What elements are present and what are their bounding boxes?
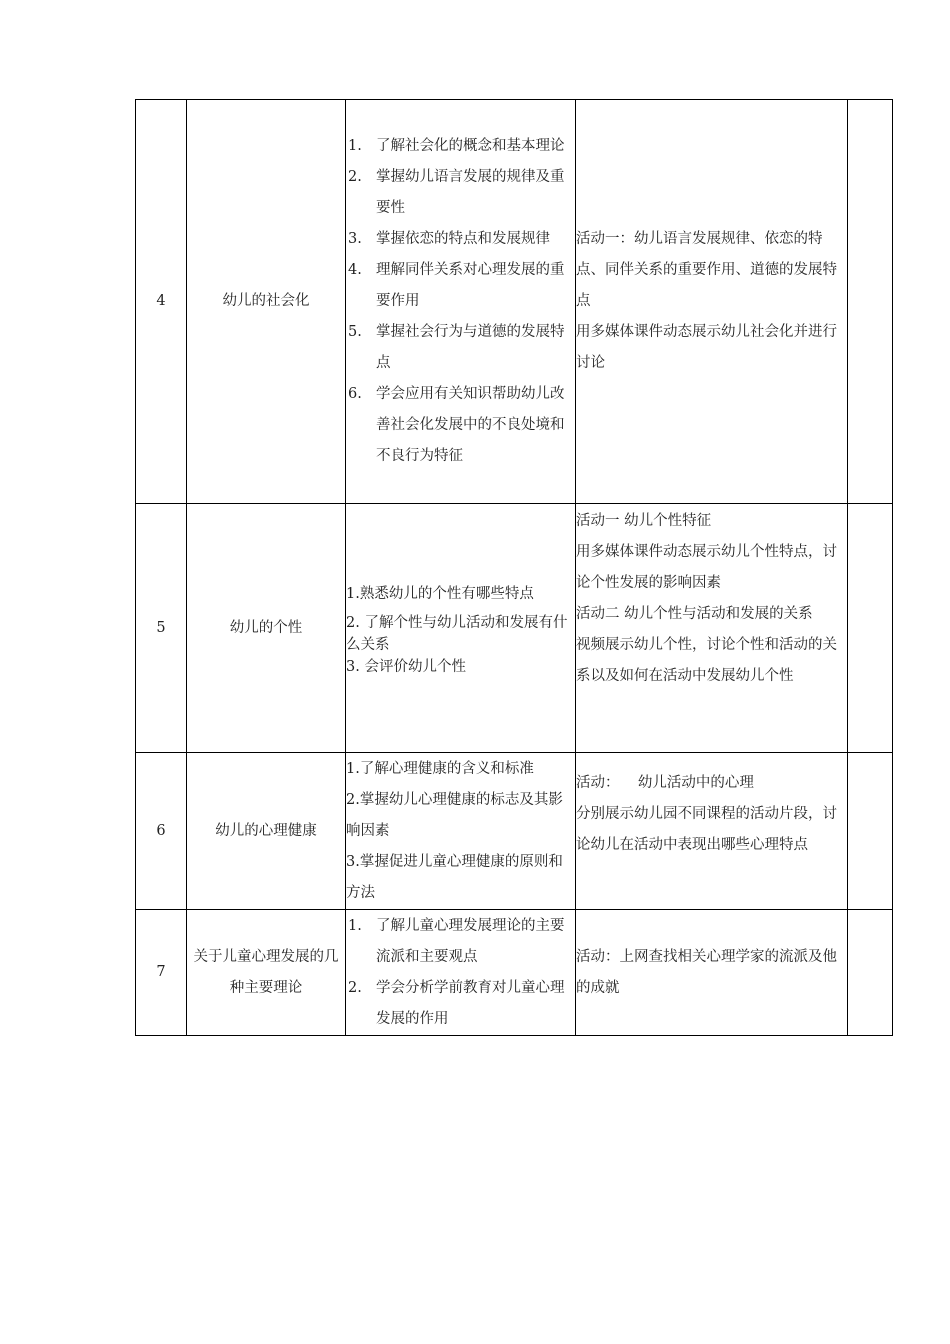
- objective-line: 1.熟悉幼儿的个性有哪些特点: [346, 585, 534, 602]
- topic-text: 关于儿童心理发展的几种主要理论: [193, 948, 339, 996]
- item-text: 学会应用有关知识帮助幼儿改善社会化发展中的不良处境和不良行为特征: [376, 386, 565, 464]
- activity-line: 活动一 幼儿个性特征: [576, 513, 712, 529]
- activity-line: 视频展示幼儿个性，讨论个性和活动的关系以及如何在活动中发展幼儿个性: [576, 637, 837, 684]
- row-number: 6: [136, 753, 187, 910]
- topic-text: 幼儿的心理健康: [215, 822, 317, 839]
- list-item: [346, 162, 575, 224]
- list-item: [346, 131, 575, 162]
- item-number: 2.: [348, 979, 362, 996]
- item-text: 学会分析学前教育对儿童心理发展的作用: [376, 979, 565, 1027]
- objectives-cell: [346, 504, 576, 753]
- activity-line: 活动二 幼儿个性与活动和发展的关系: [576, 606, 813, 622]
- activity-line: 分别展示幼儿园不同课程的活动片段，讨论幼儿在活动中表现出哪些心理特点: [576, 806, 837, 853]
- activity-line: 活动： 幼儿活动中的心理: [576, 775, 754, 791]
- table-row: [136, 753, 893, 910]
- objectives-list: [346, 911, 575, 1035]
- objective-line: 3. 会评价幼儿个性: [346, 658, 466, 675]
- topic-cell: [187, 504, 346, 753]
- topic-text: 幼儿的社会化: [222, 293, 310, 309]
- list-item: [346, 911, 575, 973]
- objective-line: 3.掌握促进儿童心理健康的原则和方法: [346, 853, 563, 901]
- list-item: [346, 379, 575, 472]
- objectives-cell: [346, 910, 576, 1036]
- item-text: 掌握依恋的特点和发展规律: [376, 231, 550, 247]
- item-number: 3.: [348, 231, 362, 247]
- item-text: 掌握幼儿语言发展的规律及重要性: [376, 169, 565, 216]
- item-number: 1.: [348, 138, 362, 154]
- list-item: [346, 973, 575, 1035]
- row-number: 4: [136, 100, 187, 504]
- item-number: 5.: [348, 324, 362, 340]
- objectives-cell: [346, 753, 576, 910]
- objective-line: 1.了解心理健康的含义和标准: [346, 760, 534, 777]
- item-text: 了解儿童心理发展理论的主要流派和主要观点: [376, 917, 565, 965]
- row-number: 7: [136, 910, 187, 1036]
- topic-cell: [187, 100, 346, 504]
- course-table: [135, 99, 893, 1036]
- table-row: [136, 100, 893, 504]
- item-text: 掌握社会行为与道德的发展特点: [376, 324, 565, 371]
- table-row: [136, 910, 893, 1036]
- list-item: [346, 224, 575, 255]
- activity-cell: [576, 100, 848, 504]
- table-row: [136, 504, 893, 753]
- list-item: [346, 317, 575, 379]
- item-number: 2.: [348, 169, 362, 185]
- activity-cell: [576, 910, 848, 1036]
- row-number: 5: [136, 504, 187, 753]
- objective-line: 2.掌握幼儿心理健康的标志及其影响因素: [346, 791, 563, 839]
- topic-cell: [187, 753, 346, 910]
- item-number: 1.: [348, 917, 362, 934]
- activity-cell: [576, 753, 848, 910]
- objective-line: 2. 了解个性与幼儿活动和发展有什么关系: [346, 614, 568, 653]
- activity-line: 用多媒体课件动态展示幼儿社会化并进行讨论: [576, 324, 837, 371]
- activity-line: 活动一：幼儿语言发展规律、依恋的特点、同伴关系的重要作用、道德的发展特点: [576, 231, 837, 309]
- item-number: 6.: [348, 386, 362, 402]
- topic-text: 幼儿的个性: [229, 619, 303, 636]
- blank-cell: [848, 100, 893, 504]
- activity-line: 用多媒体课件动态展示幼儿个性特点，讨论个性发展的影响因素: [576, 544, 837, 591]
- item-number: 4.: [348, 262, 362, 278]
- item-text: 理解同伴关系对心理发展的重要作用: [376, 262, 565, 309]
- activity-cell: [576, 504, 848, 753]
- blank-cell: [848, 753, 893, 910]
- objectives-cell: [346, 100, 576, 504]
- activity-line: 活动：上网查找相关心理学家的流派及他的成就: [576, 948, 837, 996]
- objectives-list: [346, 131, 575, 472]
- blank-cell: [848, 504, 893, 753]
- item-text: 了解社会化的概念和基本理论: [376, 138, 565, 154]
- blank-cell: [848, 910, 893, 1036]
- list-item: [346, 255, 575, 317]
- topic-cell: [187, 910, 346, 1036]
